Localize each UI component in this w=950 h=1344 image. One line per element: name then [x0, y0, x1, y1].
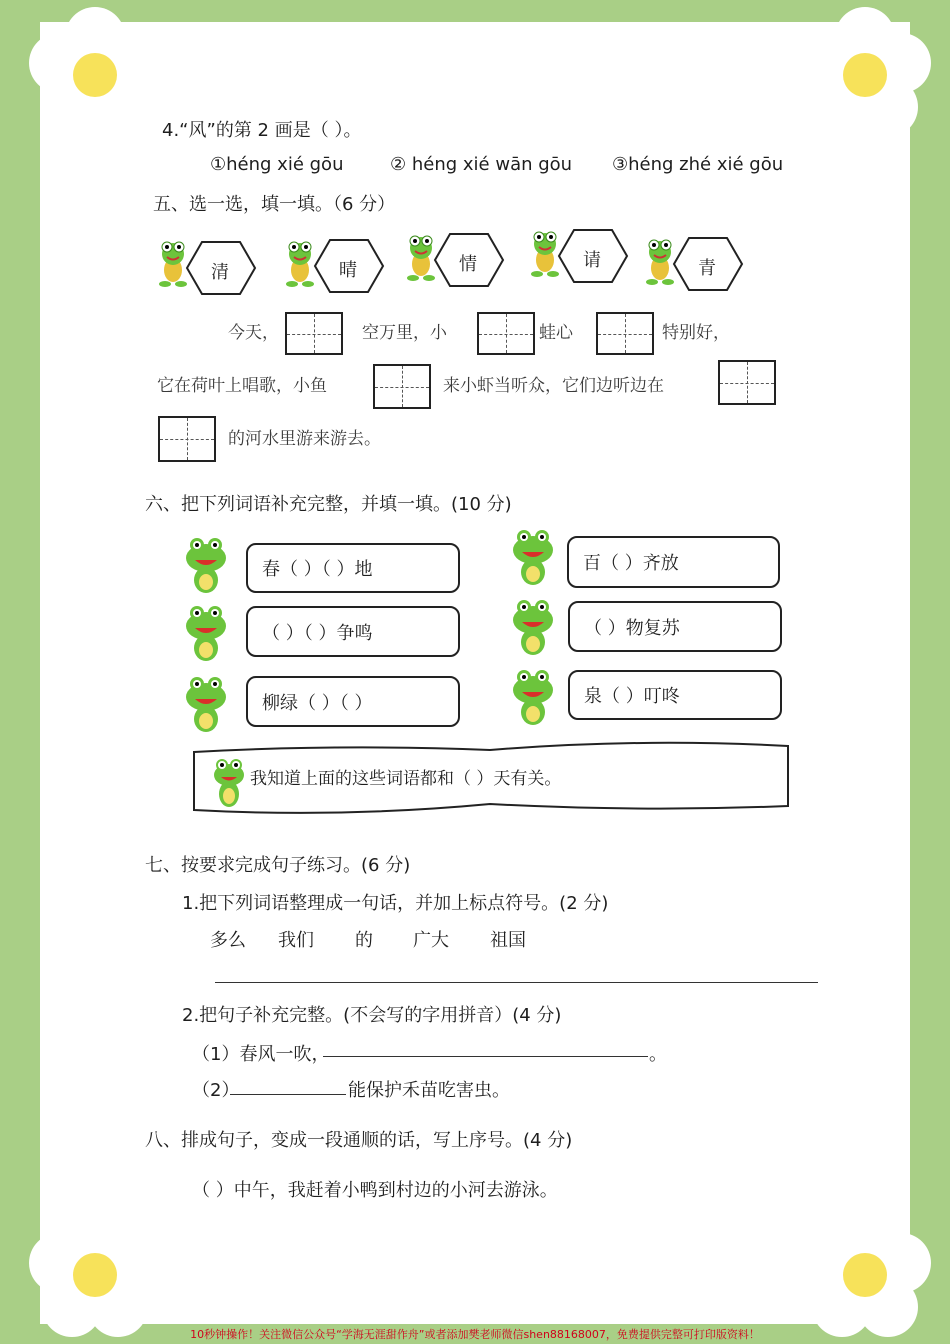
answer-box[interactable]: [373, 364, 431, 409]
frog-icon: [183, 675, 229, 735]
passage-text: 来小虾当听众，它们边听边在: [443, 376, 664, 396]
passage-text: 的河水里游来游去。: [228, 429, 381, 449]
flower-icon: [795, 1205, 935, 1344]
q4-prompt: 4.“风”的第 2 画是（ ）。: [162, 120, 362, 141]
idiom-text: （ ）物复苏: [584, 617, 680, 639]
frog-icon: [510, 598, 556, 658]
answer-box[interactable]: [718, 360, 776, 405]
choice-label: 情: [459, 254, 477, 275]
choice-label: 清: [211, 262, 229, 283]
idiom-box[interactable]: [568, 670, 782, 720]
word-item: 我们: [278, 930, 314, 951]
flower-icon: [25, 5, 165, 145]
choice-label: 晴: [339, 260, 357, 281]
passage-text: 蛙心: [539, 323, 573, 343]
section7-title: 七、按要求完成句子练习。(6 分): [145, 855, 411, 876]
word-item: 的: [355, 930, 373, 951]
frog-icon: [212, 758, 246, 810]
ordering-sentence: （ ）中午，我赶着小鸭到村边的小河去游泳。: [192, 1180, 558, 1201]
passage-text: 它在荷叶上唱歌，小鱼: [157, 376, 327, 396]
idiom-text: 柳绿（ ）（ ）: [262, 692, 373, 714]
s7-q2: 2.把句子补充完整。(不会写的字用拼音）(4 分): [182, 1005, 562, 1026]
footer-notice: 10秒钟操作！关注微信公众号“学海无涯甜作舟”或者添加樊老师微信shen88168007，免费提供完整可打印版资料！: [190, 1328, 760, 1341]
answer-line[interactable]: [230, 1094, 346, 1095]
answer-box[interactable]: [158, 416, 216, 462]
sentence-prefix: （2）: [192, 1080, 240, 1101]
frog-icon: [183, 536, 229, 596]
section6-title: 六、把下列词语补充完整，并填一填。(10 分): [145, 494, 512, 515]
passage-text: 今天，: [228, 323, 279, 343]
q4-option: ③héng zhé xié gōu: [612, 154, 784, 175]
q4-option: ①héng xié gōu: [210, 154, 344, 175]
idiom-text: 泉（ ）叮咚: [584, 686, 680, 707]
answer-line[interactable]: [215, 982, 818, 983]
word-item: 祖国: [490, 930, 526, 951]
frog-icon: [510, 528, 556, 588]
passage-text: 空万里，小: [362, 323, 447, 343]
idiom-text: 百（ ）齐放: [583, 553, 679, 574]
idiom-box[interactable]: [246, 543, 460, 593]
answer-box[interactable]: [596, 312, 654, 355]
s7-q1: 1.把下列词语整理成一句话，并加上标点符号。(2 分): [182, 893, 609, 914]
flower-icon: [25, 1205, 165, 1344]
flower-icon: [795, 5, 935, 145]
q4-option: ② héng xié wān gōu: [390, 154, 573, 175]
answer-box[interactable]: [285, 312, 343, 355]
sentence-suffix: 能保护禾苗吃害虫。: [348, 1080, 510, 1101]
idiom-box[interactable]: [246, 606, 460, 657]
word-item: 广大: [413, 930, 449, 951]
section5-title: 五、选一选，填一填。（6 分）: [153, 194, 396, 215]
banner-text: 我知道上面的这些词语都和（ ）天有关。: [250, 769, 562, 789]
idiom-box[interactable]: [567, 536, 780, 588]
sentence-suffix: 。: [649, 1044, 667, 1065]
section8-title: 八、排成句子，变成一段通顺的话，写上序号。(4 分): [145, 1130, 573, 1151]
sentence-prefix: （1）春风一吹，: [192, 1044, 330, 1065]
idiom-box[interactable]: [246, 676, 460, 727]
frog-icon: [183, 604, 229, 664]
choice-label: 请: [583, 250, 601, 271]
answer-box[interactable]: [477, 312, 535, 355]
frog-icon: [510, 668, 556, 728]
answer-line[interactable]: [323, 1056, 648, 1057]
idiom-text: （ ）（ ）争鸣: [262, 622, 373, 644]
idiom-box[interactable]: [568, 601, 782, 652]
word-item: 多么: [210, 930, 246, 951]
idiom-text: 春（ ）（ ）地: [262, 559, 373, 580]
passage-text: 特别好，: [662, 323, 730, 343]
choice-label: 青: [698, 258, 716, 279]
